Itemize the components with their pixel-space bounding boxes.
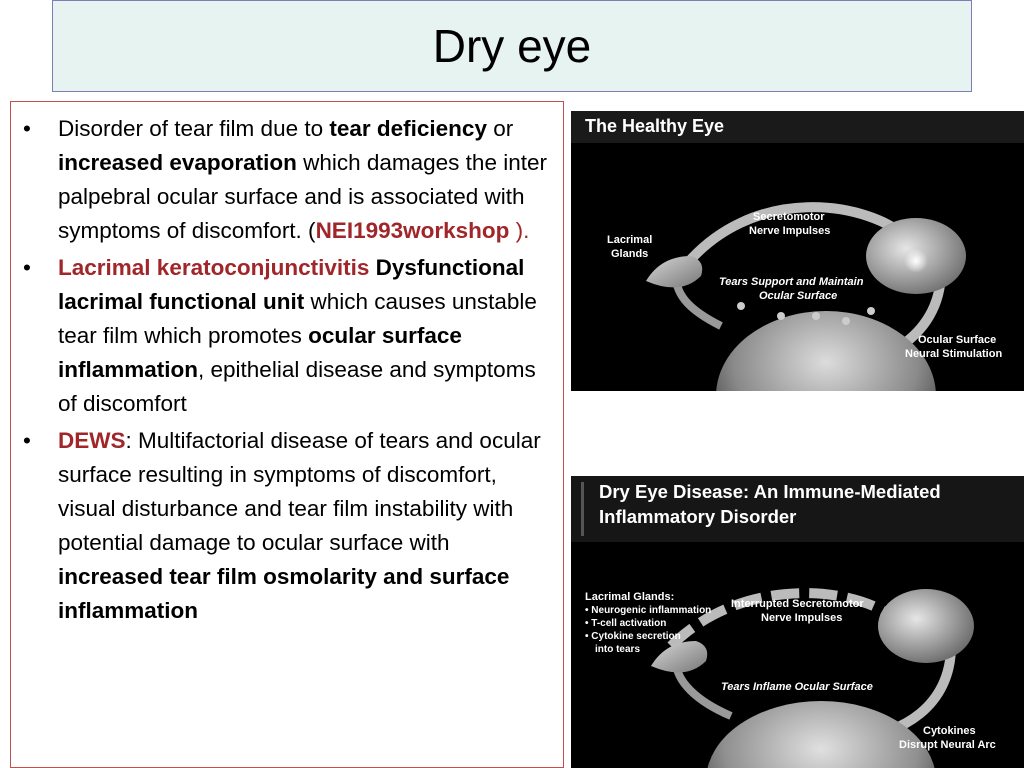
label-into-tears: into tears	[595, 644, 641, 655]
dry-eye-disease-diagram	[571, 476, 1024, 768]
label-tears-inflame: Tears Inflame Ocular Surface	[721, 681, 873, 693]
lacrimal-gland-icon	[646, 256, 702, 287]
bullet-text: ).	[509, 218, 530, 243]
label-neural-stimulation: Neural Stimulation	[905, 348, 1003, 360]
text-box	[10, 101, 564, 768]
bullet-text: , epithelial disease and symptoms of discomfort	[58, 357, 536, 416]
brain-icon	[878, 589, 974, 663]
tear-drop-icon	[867, 307, 875, 315]
eye-globe	[706, 701, 936, 768]
label-ocular-surface: Ocular Surface	[759, 290, 838, 302]
red-term: Lacrimal keratoconjunctivitis	[58, 255, 370, 280]
label-neurogenic: • Neurogenic inflammation	[585, 605, 712, 616]
bullet-text: or	[486, 116, 514, 141]
bullet-text: : Multifactorial disease of tears and ocular surface resulting in symptoms of discomfort, visual disturbance and tear film instability with potential damage to ocular surface with	[58, 428, 541, 555]
bullet-item-disorder	[11, 112, 557, 248]
tear-drop-icon	[842, 317, 850, 325]
bullet-item-lacrimal	[11, 251, 557, 421]
label-secretomotor: Secretomotor	[753, 211, 825, 223]
bold-term: ocular surface inflammation	[58, 323, 462, 382]
healthy-eye-figure	[571, 111, 1024, 391]
bold-term: Dysfunctional lacrimal functional unit	[58, 255, 525, 314]
label-nerve-impulses: Nerve Impulses	[749, 225, 831, 237]
label-lacrimal-glands: Lacrimal Glands:	[585, 591, 675, 603]
bullet-item-dews	[11, 424, 557, 628]
bold-term: increased tear film osmolarity and surface inflammation	[58, 564, 510, 623]
title-box	[52, 0, 972, 92]
bullet-text: which damages the inter palpebral ocular surface and is associated with symptoms of discomfort. (	[58, 150, 547, 243]
bullet-text: Disorder of tear film due to	[58, 116, 330, 141]
slide-title: Dry eye	[432, 20, 592, 72]
tear-drop-icon	[812, 312, 820, 320]
tear-drop-icon	[777, 312, 785, 320]
bullet-marker: •	[23, 116, 31, 141]
bullet-list	[11, 102, 563, 628]
heading-accent	[581, 482, 584, 536]
bullet-marker: •	[23, 428, 31, 453]
label-interrupted: Interrupted Secretomotor	[731, 598, 864, 610]
figure-heading-line-2: Inflammatory Disorder	[599, 506, 797, 527]
bold-term: increased evaporation	[58, 150, 297, 175]
label-glands: Glands	[611, 248, 649, 260]
eye-globe	[716, 311, 936, 391]
label-ocular-surface-right: Ocular Surface	[918, 334, 997, 346]
figure-heading: The Healthy Eye	[585, 116, 725, 136]
label-tears-support: Tears Support and Maintain	[719, 276, 864, 288]
label-disrupt-neural-arc: Disrupt Neural Arc	[899, 739, 996, 751]
bullet-marker: •	[23, 255, 31, 280]
label-lacrimal: Lacrimal	[607, 234, 653, 246]
healthy-eye-diagram	[571, 111, 1024, 391]
tear-drop-icon	[737, 302, 745, 310]
brain-glow	[904, 249, 928, 273]
bullet-text: which causes unstable tear film which promotes	[58, 289, 537, 348]
red-term: DEWS	[58, 428, 126, 453]
bold-term: tear deficiency	[329, 116, 487, 141]
label-cytokines: Cytokines	[923, 725, 976, 737]
lacrimal-gland-icon	[651, 641, 707, 672]
reference-link: NEI1993workshop	[315, 218, 510, 243]
figure-heading-line-1: Dry Eye Disease: An Immune-Mediated	[599, 481, 941, 502]
label-tcell: • T-cell activation	[585, 618, 667, 629]
dry-eye-disease-figure	[571, 476, 1024, 768]
label-cytokine-secretion: • Cytokine secretion	[585, 631, 681, 642]
label-nerve-impulses: Nerve Impulses	[761, 612, 843, 624]
